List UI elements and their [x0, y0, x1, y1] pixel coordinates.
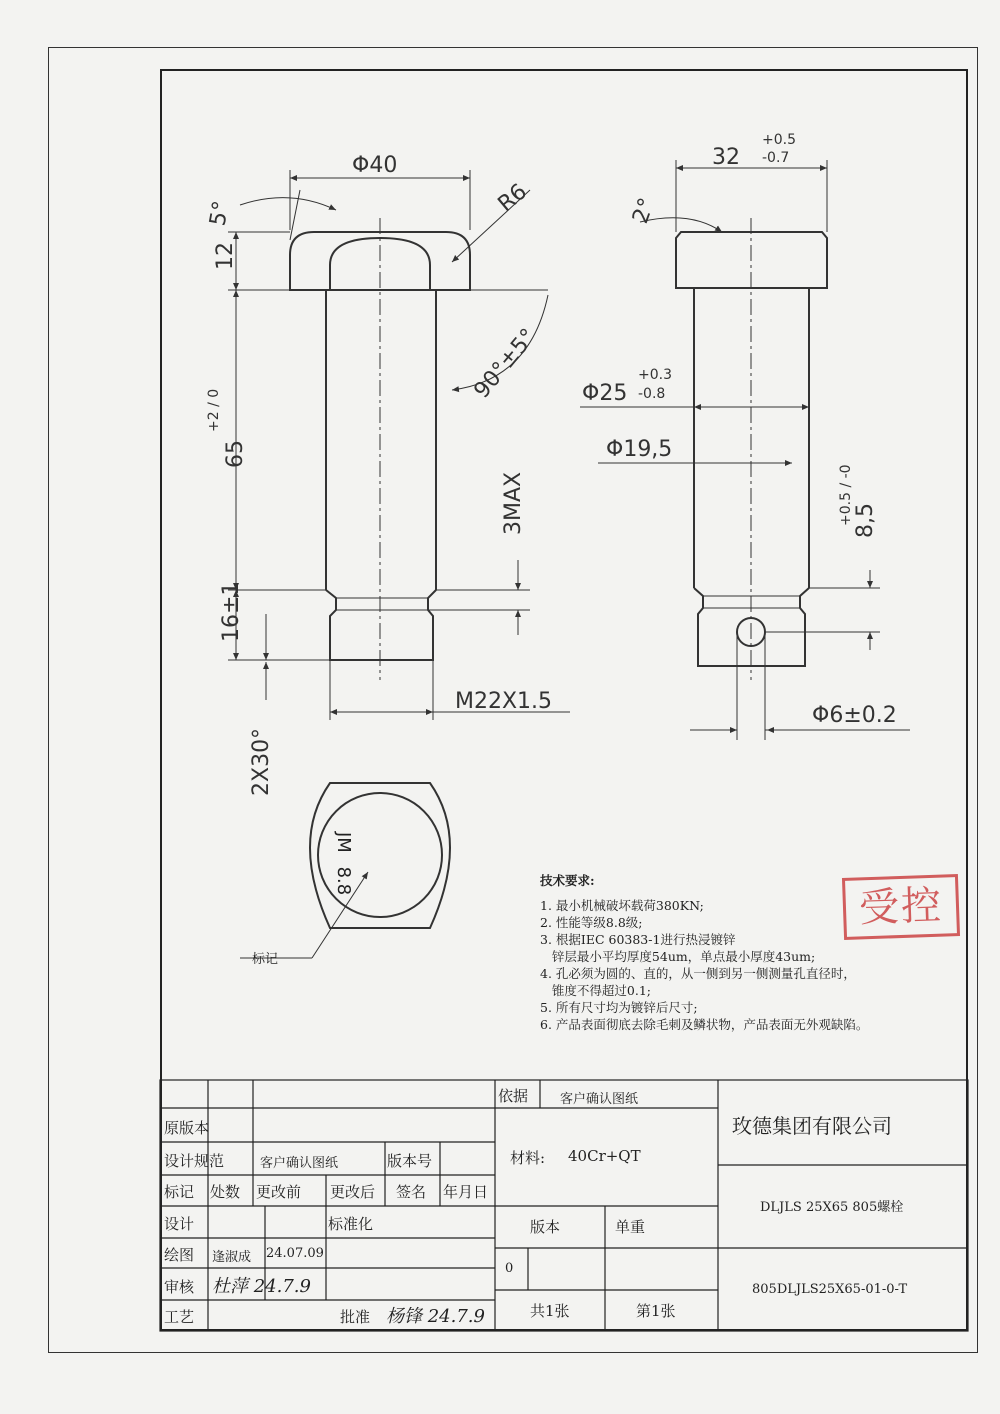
tb-sheet-no: 第1张: [636, 1302, 676, 1320]
dim-main-length-tol: +2 / 0: [206, 388, 222, 432]
tb-weight-label: 单重: [615, 1218, 646, 1236]
dim-shank-tol-lower: -0.8: [638, 386, 666, 402]
tb-company: 玫德集团有限公司: [732, 1114, 892, 1138]
tb-material-label: 材料:: [510, 1149, 546, 1167]
tb-review-label: 审核: [164, 1278, 195, 1296]
tb-col-mark: 标记: [164, 1183, 195, 1201]
tech-item: 5. 所有尺寸均为镀锌后尺寸;: [540, 1000, 698, 1015]
tech-item: 2. 性能等级8.8级;: [540, 915, 643, 930]
tb-col-sign: 签名: [396, 1183, 427, 1201]
tb-process-label: 工艺: [164, 1308, 195, 1326]
tb-version-no-label: 版本号: [387, 1152, 433, 1170]
tb-design-label: 设计: [164, 1215, 195, 1233]
tech-title: 技术要求:: [540, 873, 595, 888]
marking-jm: JM: [333, 832, 354, 853]
tb-col-count: 处数: [210, 1183, 241, 1201]
tb-basis-label: 依据: [498, 1087, 529, 1105]
dim-hole-position: 8,5: [853, 503, 878, 538]
tech-item: 锌层最小平均厚度54um，单点最小厚度43um;: [540, 949, 816, 964]
dim-hole-position-tol: +0.5 / -0: [838, 464, 854, 526]
tb-design-spec-value: 客户确认图纸: [260, 1156, 339, 1171]
dim-angle-right: 2°: [628, 194, 661, 227]
tb-draw-name: 逢淑成: [212, 1250, 252, 1265]
left-view-dimensions: [228, 170, 570, 720]
tb-total-sheets: 共1张: [530, 1302, 570, 1320]
tb-version-label: 版本: [530, 1218, 561, 1236]
tb-standard-label: 标准化: [328, 1215, 374, 1233]
mark-label: 标记: [252, 952, 279, 967]
tech-item: 1. 最小机械破坏载荷380KN;: [540, 898, 704, 913]
left-view: [290, 218, 470, 680]
tb-col-before: 更改前: [256, 1183, 302, 1201]
right-view: [676, 218, 827, 680]
dim-shank-tol-upper: +0.3: [638, 367, 672, 383]
tb-material-value: 40Cr+QT: [568, 1147, 641, 1165]
tech-item: 6. 产品表面彻底去除毛刺及鳞状物，产品表面无外观缺陷。: [540, 1017, 869, 1032]
marking-grade: 8.8: [333, 866, 354, 896]
tb-approve-signature: 杨锋 24.7.9: [386, 1306, 485, 1327]
dim-head-height: 12: [213, 242, 238, 270]
end-view: [310, 783, 450, 928]
dim-thread-chamfer: 2X30°: [249, 727, 274, 796]
dim-width-tol-upper: +0.5: [762, 132, 796, 148]
tb-design-spec-label: 设计规范: [164, 1152, 225, 1170]
tb-version-value: 0: [505, 1261, 514, 1276]
dim-runout: 3MAX: [501, 471, 526, 535]
tb-part-name: DLJLS 25X65 805螺栓: [760, 1200, 904, 1215]
tb-draw-label: 绘图: [164, 1246, 195, 1264]
dim-width-tol-lower: -0.7: [762, 150, 790, 166]
tech-item: 3. 根据IEC 60383-1进行热浸镀锌: [540, 932, 736, 947]
tb-col-date: 年月日: [443, 1183, 489, 1201]
tb-drawing-no: 805DLJLS25X65-01-0-T: [752, 1282, 908, 1297]
tb-basis-value: 客户确认图纸: [560, 1092, 639, 1107]
tb-col-after: 更改后: [330, 1183, 376, 1201]
dim-thread-length: 16±1: [219, 581, 244, 642]
dim-radius: R6: [493, 179, 533, 218]
tech-item: 4. 孔必须为圆的、直的，从一侧到另一侧测量孔直径时，: [540, 966, 856, 981]
dim-head-diameter: Φ40: [352, 153, 398, 178]
tb-approve-label: 批准: [340, 1308, 371, 1326]
controlled-stamp: 受控: [842, 874, 960, 940]
dim-thread: M22X1.5: [455, 689, 553, 714]
end-view-marking: [333, 832, 354, 895]
dim-main-length: 65: [223, 440, 248, 468]
tech-item: 锥度不得超过0.1;: [540, 983, 652, 998]
dim-chamfer-angle: 90°±5°: [469, 324, 542, 404]
tb-draw-date: 24.07.09: [266, 1246, 324, 1261]
dim-shank-diameter: Φ25: [582, 381, 628, 406]
dim-hole-diameter: Φ6±0.2: [812, 703, 897, 728]
dim-angle-top: 5°: [205, 198, 235, 228]
dim-inner-diameter: Φ19,5: [606, 437, 673, 462]
tb-original-version: 原版本: [164, 1119, 210, 1137]
tb-review-signature: 杜萍 24.7.9: [212, 1276, 311, 1297]
dim-width: 32: [712, 145, 740, 170]
